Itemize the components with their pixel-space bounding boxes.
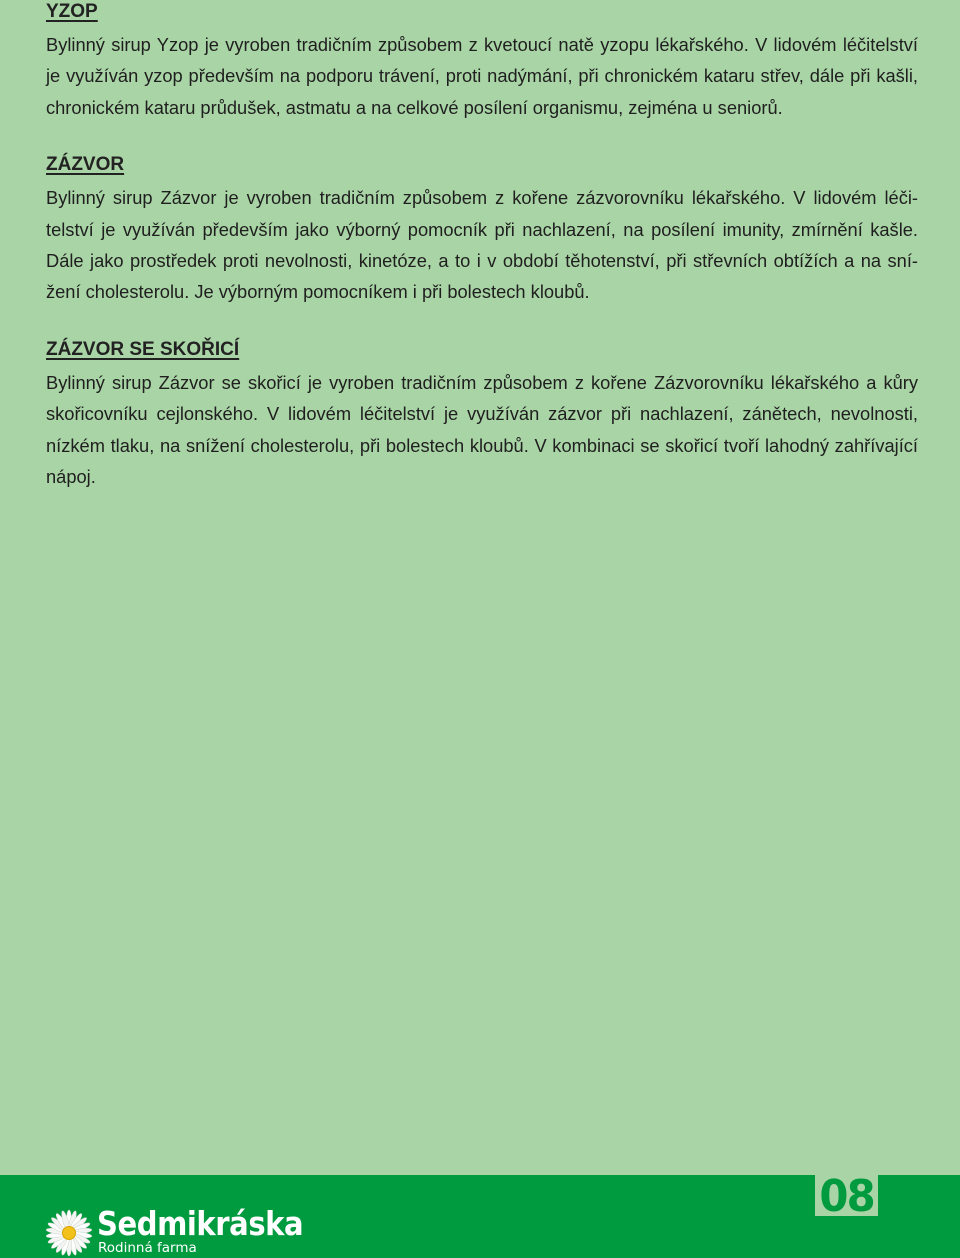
section-zazvor xyxy=(46,153,918,308)
section-text: Bylinný sirup Zázvor se skořicí je vyroben tradičním způsobem z kořene Zázvorovníku lékařského a kůry skořicovníku cejlonského. V lidovém léčitelství je využíván zázvor při nachlazení, zánětech, nevolnosti, nízkém tlaku, na snížení cholesterolu, při bolestech kloubů. V kombinaci se skořicí tvoří lahodný zahřívající nápoj. xyxy=(46,371,918,488)
page-content xyxy=(46,0,918,522)
footer-bar xyxy=(0,1171,960,1258)
section-zazvor-se-skorici xyxy=(46,338,918,493)
page-number-box xyxy=(815,1171,878,1222)
brand-name: Sedmikráska xyxy=(97,1204,304,1243)
section-heading: ZÁZVOR SE SKOŘICÍ xyxy=(46,338,240,360)
section-heading: ZÁZVOR xyxy=(46,154,125,176)
brand-logo xyxy=(44,1205,304,1257)
section-text: Bylinný sirup Yzop je vyroben tradičním způsobem z kvetoucí natě yzopu lékařského. V lidovém léčitelství je využíván yzop především na podporu trávení, proti nadýmání, při chronickém kataru střev, dále při kašli, chronickém kataru průdušek, astmatu a na celkové posílení organismu, zejména u seniorů. xyxy=(46,34,918,118)
daisy-icon xyxy=(44,1208,94,1258)
brand-tagline: Rodinná farma xyxy=(98,1240,197,1256)
section-yzop xyxy=(46,0,918,123)
section-text: Bylinný sirup Zázvor je vyroben tradičním způsobem z kořene zázvorovníku lékařského. V lidovém léčitelství je využíván především jako výborný pomocník při nachlazení, na posílení imunity, zmírnění kašle. Dále jako prostředek proti nevolnosti, kinetóze, a to i v období těhotenství, při střevních obtížích a na snížení cholesterolu. Je výborným pomocníkem i při bolestech kloubů. xyxy=(46,187,918,303)
section-heading: YZOP xyxy=(46,1,98,22)
page-number: 08 xyxy=(819,1171,874,1222)
